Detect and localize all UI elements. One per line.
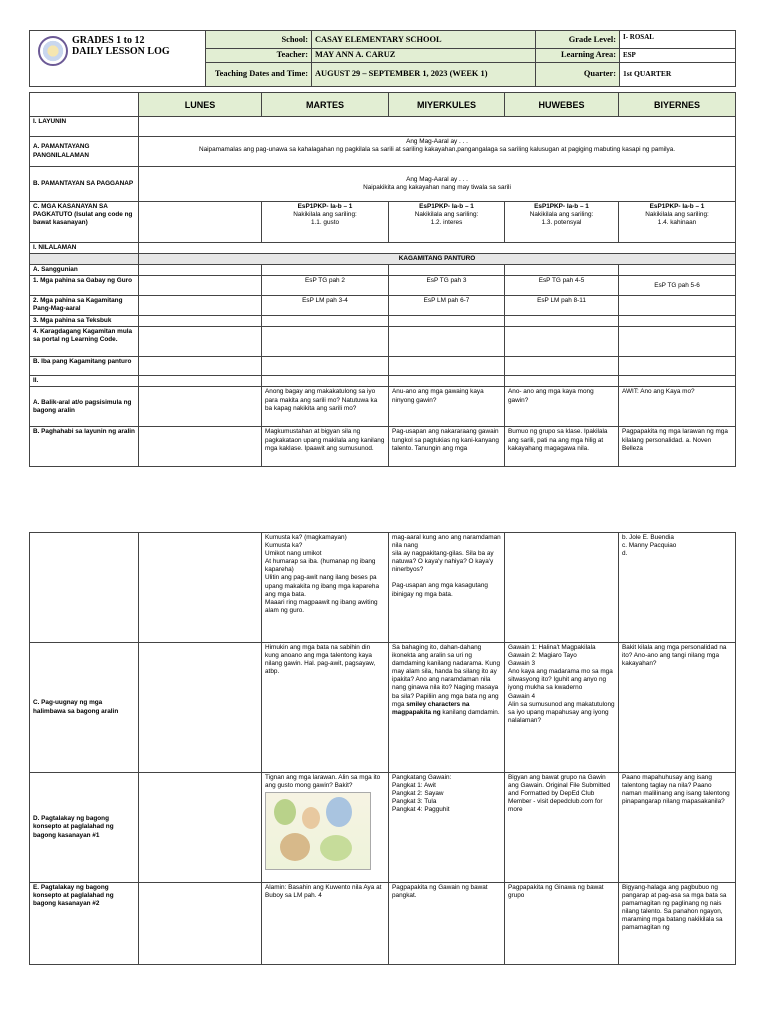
lm-miyerkules: EsP LM pah 6-7	[389, 296, 505, 316]
day-header-biyernes: BIYERNES	[619, 93, 736, 117]
pagtalakay2-martes: Alamin: Basahin ang Kuwento nila Aya at Buboy sa LM pah. 4	[262, 883, 389, 965]
gabay-huwebes: EsP TG pah 4-5	[505, 276, 619, 296]
balik-miyerkules: Anu-ano ang mga gawaing kaya ninyong gawin?	[389, 387, 505, 427]
paguugnay-huwebes: Gawain 1: Halina't Magpakilala Gawain 2: Magiaro Tayo Gawain 3 Ano kaya ang madarama mo sa mga sitwasyong ito? Iguhit ang anyo ng iyong mukha sa kwaderno Gawain 4 Alin sa sumusunod ang makatutulong sa iyo upang mapahusay ang iyong nalalaman?	[505, 643, 619, 773]
header-table	[29, 30, 736, 87]
pagtalakay2-biyernes: Bigyang-halaga ang pagbubuo ng pangarap at pag-asa sa mga bata sa pamamagitan ng paglinang ng nais nilang talento. Sa panahon ngayon, maraming mga batang nakikilala sa pamamagitan ng	[619, 883, 736, 965]
quarter-label: Quarter:	[536, 62, 620, 86]
section-ii: II.	[30, 376, 139, 387]
label-balik-aral: A. Balik-aral at/o pagsisimula ng bagong aralin	[30, 387, 139, 427]
lesson-table-page1	[29, 92, 736, 467]
header-title: GRADES 1 to 12 DAILY LESSON LOG	[72, 35, 170, 57]
label-kagamitang-pang-mag-aaral: 2. Mga pahina sa Kagamitang Pang-Mag-aaral	[30, 296, 139, 316]
school-label: School:	[206, 31, 312, 49]
section-layunin: I. LAYUNIN	[30, 117, 139, 137]
label-pagtalakay-2: E. Pagtalakay ng bagong konsepto at paglalahad ng bagong kasanayan #2	[30, 883, 139, 965]
label-pamantayan-pagganap: B. PAMANTAYAN SA PAGGANAP	[30, 167, 139, 202]
balik-lunes	[139, 387, 262, 427]
kagamitang-panturo-heading: KAGAMITANG PANTURO	[139, 254, 736, 265]
pagtalakay2-miyerkules: Pagpapakita ng Gawain ng bawat pangkat.	[389, 883, 505, 965]
paghahabi-martes: Magkumustahan at bigyan sila ng pagkakataon upang makilala ang kanilang mga kaklase. Ipaawit ang sumusunod.	[262, 427, 389, 467]
area-label: Learning Area:	[536, 49, 620, 62]
paguugnay-miyerkules: Sa bahaging ito, dahan-dahang ikonekta ang aralin sa uri ng damdaming kanilang nadarama. Kung may alam sila, handa ba silang ito ay ipakita? Ano ang naramdaman nila nang ginawa nila ito? Naging masaya ba sila? Papiliin ang mga bata ng ang mga smiley characters na magpapakita ng kanilang damdamin.	[389, 643, 505, 773]
gabay-martes: EsP TG pah 2	[262, 276, 389, 296]
area-value: ESP	[620, 49, 736, 62]
corner-cell	[30, 93, 139, 117]
kasanayan-huwebes: EsP1PKP- Ia-b – 1 Nakikilala ang sariling: 1.3. potensyal	[505, 202, 619, 243]
label-teksbuk: 3. Mga pahina sa Teksbuk	[30, 316, 139, 327]
section-nilalaman: I. NILALAMAN	[30, 243, 139, 254]
day-header-miyerkules: MIYERKULES	[389, 93, 505, 117]
paghahabi-lunes	[139, 427, 262, 467]
teacher-value: MAY ANN A. CARUZ	[312, 49, 536, 62]
children-activities-illustration	[265, 792, 371, 870]
pagtalakay1-martes: Tignan ang mga larawan. Alin sa mga ito ang gusto mong gawin? Bakit?	[262, 773, 389, 883]
label-gabay-guro: 1. Mga pahina sa Gabay ng Guro	[30, 276, 139, 296]
paghahabi-biyernes: Pagpapakita ng mga larawan ng mga kilalang personalidad. a. Noven Belleza	[619, 427, 736, 467]
pagtalakay1-huwebes: Bigyan ang bawat grupo na Gawin ang Gawain. Original File Submitted and Formatted by DepEd Club Member - visit depedclub.com for more	[505, 773, 619, 883]
lesson-table-page2	[29, 532, 736, 965]
kasanayan-martes: EsP1PKP- Ia-b – 1 Nakikilala ang sariling: 1.1. gusto	[262, 202, 389, 243]
paguugnay-biyernes: Bakit kilala ang mga personalidad na ito? Ano-ano ang tangi nilang mga kakayahan?	[619, 643, 736, 773]
day-header-lunes: LUNES	[139, 93, 262, 117]
gabay-miyerkules: EsP TG pah 3	[389, 276, 505, 296]
quarter-value: 1st QUARTER	[620, 62, 736, 86]
paguugnay-martes: Himukin ang mga bata na sabihin din kung anoano ang mga talentong kaya nilang gawin. Hal. pag-awit, pagsayaw, atbp.	[262, 643, 389, 773]
gabay-biyernes: EsP TG pah 5-6	[619, 276, 736, 296]
cont-martes: Kumusta ka? (magkamayan) Kumusta ka? Umikot nang umikot At humarap sa iba. (humanap ng ibang kapareha) Ulitin ang pag-awit nang ilang beses pa upang makakita ng ibang mga kapareha ang mga bata. Maaari ring magpaawit ng ibang awiting alam ng guro.	[262, 533, 389, 643]
pagtalakay1-miyerkules: Pangkatang Gawain: Pangkat 1: Awit Pangkat 2: Sayaw Pangkat 3: Tula Pangkat 4: Pagguhit	[389, 773, 505, 883]
paghahabi-huwebes: Bumuo ng grupo sa klase. Ipakilala ang sarili, pati na ang mga hilig at kakayahang magagawa nila.	[505, 427, 619, 467]
dates-value: AUGUST 29 – SEPTEMBER 1, 2023 (WEEK 1)	[312, 62, 536, 86]
label-pamantayang-pangnilalaman: A. PAMANTAYANG PANGNILALAMAN	[30, 137, 139, 167]
cont-biyernes: b. Jole E. Buendia c. Manny Pacquiao d.	[619, 533, 736, 643]
deped-seal-icon	[38, 36, 68, 66]
label-sanggunian: A. Sanggunian	[30, 265, 139, 276]
kasanayan-biyernes: EsP1PKP- Ia-b – 1 Nakikilala ang sariling: 1.4. kahinaan	[619, 202, 736, 243]
kasanayan-miyerkules: EsP1PKP- Ia-b – 1 Nakikilala ang sariling: 1.2. interes	[389, 202, 505, 243]
label-kasanayan: C. MGA KASANAYAN SA PAGKATUTO (Isulat ang code ng bawat kasanayan)	[30, 202, 139, 243]
label-iba-pang-kagamitan: B. Iba pang Kagamitang panturo	[30, 357, 139, 376]
label-karagdagang-kagamitan: 4. Karagdagang Kagamitan mula sa portal ng Learning Code.	[30, 327, 139, 357]
header-logo-cell	[30, 31, 206, 87]
grade-label: Grade Level:	[536, 31, 620, 49]
pamantayang-pangnilalaman-value: Ang Mag-Aaral ay . . . Naipamamalas ang pag-unawa sa kahalagahan ng pagkilala sa sarili at sariling kakayahan,pangangalaga sa sariling kalusugan at pagiging mabuting kasapi ng pamilya.	[139, 137, 736, 167]
lm-martes: EsP LM pah 3-4	[262, 296, 389, 316]
lm-huwebes: EsP LM pah 8-11	[505, 296, 619, 316]
teacher-label: Teacher:	[206, 49, 312, 62]
label-pagtalakay-1: D. Pagtalakay ng bagong konsepto at paglalahad ng bagong kasanayan #1	[30, 773, 139, 883]
day-header-huwebes: HUWEBES	[505, 93, 619, 117]
dates-label: Teaching Dates and Time:	[206, 62, 312, 86]
pagtalakay1-biyernes: Paano mapahuhusay ang isang talentong taglay na nila? Paano naman malilinang ang isang talentong pinapangarap nilang mapasakanila?	[619, 773, 736, 883]
pamantayan-pagganap-value: Ang Mag-Aaral ay . . . Naipakikita ang kakayahan nang may tiwala sa sarili	[139, 167, 736, 202]
pagtalakay2-huwebes: Pagpapakita ng Ginawa ng bawat grupo	[505, 883, 619, 965]
balik-martes: Anong bagay ang makakatulong sa iyo para makita ang sarili mo? Natutuwa ka ba kapag nakikita ang sarili mo?	[262, 387, 389, 427]
balik-biyernes: AWIT: Ano ang Kaya mo?	[619, 387, 736, 427]
day-header-martes: MARTES	[262, 93, 389, 117]
paghahabi-miyerkules: Pag-usapan ang nakararaang gawain tungkol sa pagtukias ng kani-kanyang talento. Tanungin ang mga	[389, 427, 505, 467]
grade-value: I- ROSAL	[620, 31, 736, 49]
balik-huwebes: Ano- ano ang mga kaya mong gawin?	[505, 387, 619, 427]
label-paghahabi: B. Paghahabi sa layunin ng aralin	[30, 427, 139, 467]
label-pag-uugnay: C. Pag-uugnay ng mga halimbawa sa bagong aralin	[30, 643, 139, 773]
school-value: CASAY ELEMENTARY SCHOOL	[312, 31, 536, 49]
cont-miyerkules: mag-aaral kung ano ang naramdaman nila nang sila ay nagpakitang-gilas. Sila ba ay natuwa? O kaya'y nahiya? O kaya'y ninerbyos? Pag-usapan ang mga kasagutang ibinigay ng mga bata.	[389, 533, 505, 643]
